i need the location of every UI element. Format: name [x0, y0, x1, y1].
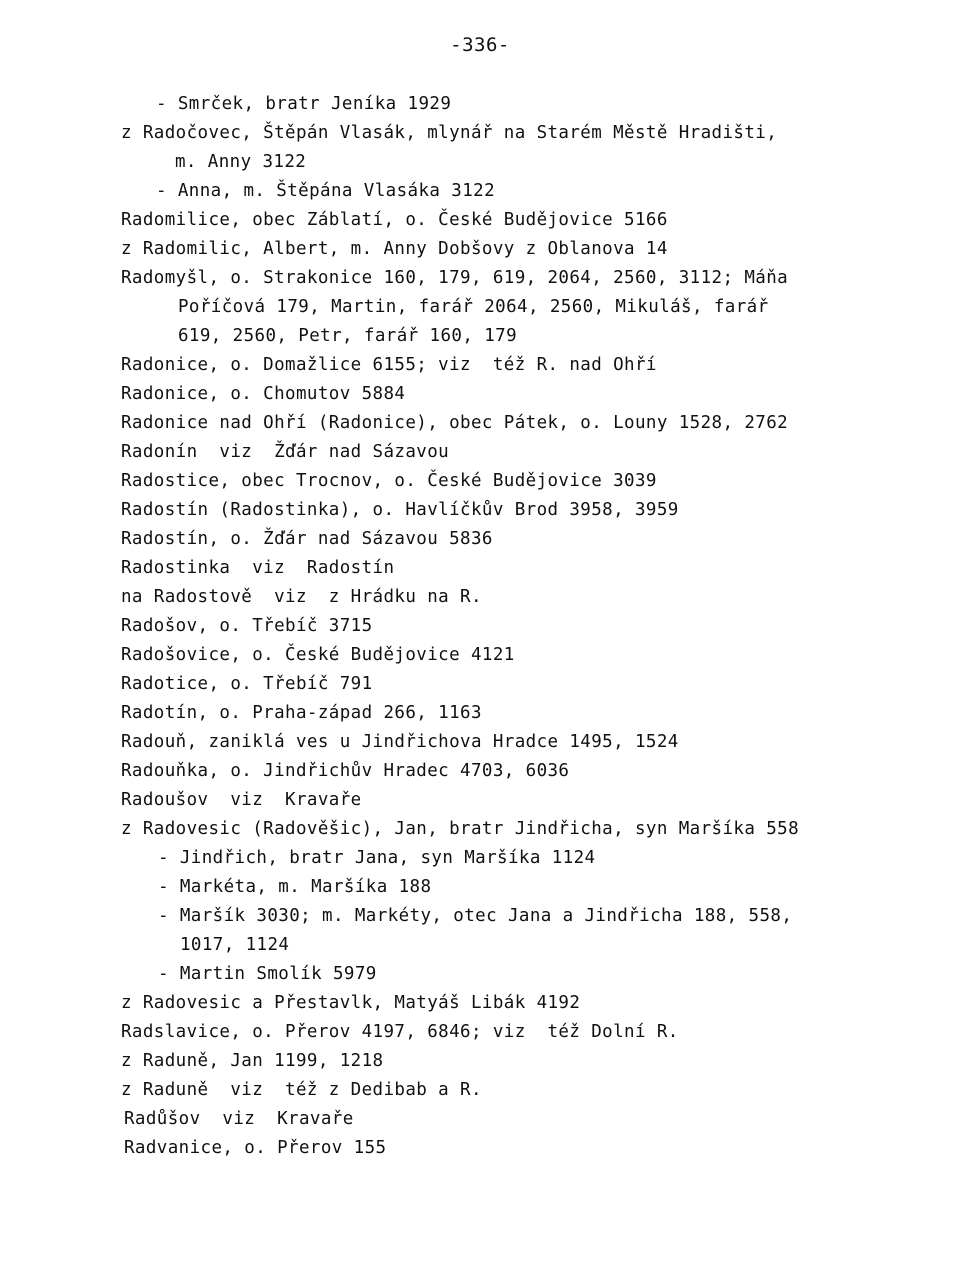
index-line: z Raduně, Jan 1199, 1218: [121, 1051, 384, 1071]
index-line: 619, 2560, Petr, farář 160, 179: [178, 326, 518, 346]
index-line: Radonín viz Žďár nad Sázavou: [121, 442, 450, 462]
index-line: Radonice, o. Chomutov 5884: [121, 384, 406, 404]
index-line: m. Anny 3122: [175, 152, 307, 172]
index-line: Radvanice, o. Přerov 155: [124, 1138, 387, 1158]
index-line: Radostín, o. Žďár nad Sázavou 5836: [121, 529, 493, 549]
index-line: Radošovice, o. České Budějovice 4121: [121, 645, 515, 665]
index-line: z Radovesic a Přestavlk, Matyáš Libák 4192: [121, 993, 581, 1013]
index-line: Radonice, o. Domažlice 6155; viz též R. nad Ohří: [121, 355, 657, 375]
index-line: Radonice nad Ohří (Radonice), obec Pátek, o. Louny 1528, 2762: [121, 413, 789, 433]
index-line: z Radočovec, Štěpán Vlasák, mlynář na Starém Městě Hradišti,: [121, 123, 778, 143]
index-line: - Anna, m. Štěpána Vlasáka 3122: [156, 181, 496, 201]
index-line: - Smrček, bratr Jeníka 1929: [156, 94, 452, 114]
index-line: Radostín (Radostinka), o. Havlíčkův Brod 3958, 3959: [121, 500, 679, 520]
index-line: na Radostově viz z Hrádku na R.: [121, 587, 482, 607]
index-line: Radůšov viz Kravaře: [124, 1109, 354, 1129]
index-line: Radomyšl, o. Strakonice 160, 179, 619, 2064, 2560, 3112; Máňa: [121, 268, 789, 288]
index-line: Radouňka, o. Jindřichův Hradec 4703, 6036: [121, 761, 570, 781]
index-line: Radostice, obec Trocnov, o. České Budějovice 3039: [121, 471, 657, 491]
index-line: - Markéta, m. Maršíka 188: [158, 877, 432, 897]
index-line: Radoušov viz Kravaře: [121, 790, 362, 810]
index-line: Radomilice, obec Záblatí, o. České Budějovice 5166: [121, 210, 668, 230]
index-line: 1017, 1124: [180, 935, 290, 955]
index-line: z Radomilic, Albert, m. Anny Dobšovy z Oblanova 14: [121, 239, 668, 259]
index-line: z Radovesic (Radověšic), Jan, bratr Jindřicha, syn Maršíka 558: [121, 819, 800, 839]
index-line: - Maršík 3030; m. Markéty, otec Jana a Jindřicha 188, 558,: [158, 906, 793, 926]
index-line: Radouň, zaniklá ves u Jindřichova Hradce 1495, 1524: [121, 732, 679, 752]
index-line: z Raduně viz též z Dedibab a R.: [121, 1080, 482, 1100]
index-line: - Martin Smolík 5979: [158, 964, 377, 984]
index-line: Radotín, o. Praha-západ 266, 1163: [121, 703, 482, 723]
index-line: Radošov, o. Třebíč 3715: [121, 616, 373, 636]
index-line: Radotice, o. Třebíč 791: [121, 674, 373, 694]
index-line: Radostinka viz Radostín: [121, 558, 395, 578]
index-line: Poříčová 179, Martin, farář 2064, 2560, Mikuláš, farář: [178, 297, 769, 317]
index-line: - Jindřich, bratr Jana, syn Maršíka 1124: [158, 848, 596, 868]
index-line: Radslavice, o. Přerov 4197, 6846; viz též Dolní R.: [121, 1022, 679, 1042]
page-number: -336-: [450, 34, 510, 56]
